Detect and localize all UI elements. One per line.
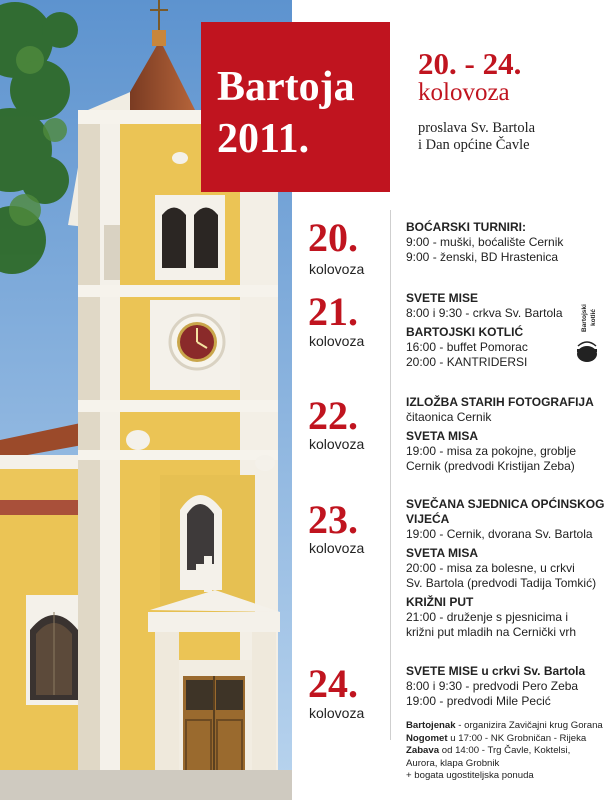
event-line: 21:00 - druženje s pjesnicima i [406,610,569,624]
event-line: 16:00 - buffet Pomorac [406,340,528,354]
footer-line [406,745,606,758]
event-line: Cernik (predvodi Kristijan Zeba) [406,459,575,473]
event-line: 19:00 - Cernik, dvorana Sv. Bartola [406,527,593,541]
event-line: 19:00 - misa za pokojne, groblje [406,444,577,458]
poster-year: 2011. [217,116,310,162]
event-line: čitaonica Cernik [406,410,492,424]
day-month: kolovoza [309,333,365,349]
date-month: kolovoza [418,79,510,106]
day-number: 24. [308,661,358,706]
footer-label: Nogomet [406,732,448,744]
event-heading: SVETE MISE u crkvi Sv. Bartola [406,664,586,678]
event-line: 19:00 - predvodi Mile Pecić [406,694,551,708]
event-heading: BARTOJSKI KOTLIĆ [406,325,524,339]
kettle-icon [572,302,602,366]
event-heading: IZLOŽBA STARIH FOTOGRAFIJA [406,395,594,409]
event-block [406,497,604,542]
footer-line [406,720,606,733]
subtitle-line-2: i Dan općine Čavle [418,137,530,153]
subtitle [418,120,535,154]
event-line: Sv. Bartola (predvodi Tadija Tomkić) [406,576,597,590]
event-heading: SVEČANA SJEDNICA OPĆINSKOG [406,497,605,511]
event-block [406,429,576,474]
event-line: 20:00 - misa za bolesne, u crkvi [406,561,575,575]
day-number: 21. [308,289,358,334]
event-line: 9:00 - muški, boćalište Cernik [406,235,564,249]
event-line: 8:00 i 9:30 - predvodi Pero Zeba [406,679,579,693]
event-heading: KRIŽNI PUT [406,595,474,609]
footer-text: od 14:00 - Trg Čavle, Koktelsi, [439,745,571,756]
event-block [406,664,585,709]
day-month: kolovoza [309,261,365,277]
event-block [406,595,576,640]
bartojski-kotlic-logo [572,302,602,366]
logo-text-line-1: Bartojski [581,304,588,332]
event-block [406,325,528,370]
day-number: 20. [308,215,358,260]
day-month: kolovoza [309,436,365,452]
event-line: 8:00 i 9:30 - crkva Sv. Bartola [406,306,563,320]
event-block [406,220,563,265]
day-number: 23. [308,497,358,542]
schedule-divider [390,210,391,740]
day-number: 22. [308,393,358,438]
event-heading-continued: VIJEĆA [406,512,450,526]
footer-line: Aurora, klapa Grobnik [406,757,500,769]
event-line: križni put mladih na Cernički vrh [406,625,577,639]
event-heading: SVETE MISE [406,291,479,305]
footer-notes [406,720,606,783]
event-heading: SVETA MISA [406,429,479,443]
footer-text: - organizira Zavičajni krug Gorana [455,720,603,731]
title-box [201,22,390,192]
logo-text-line-2: kotlić [590,309,597,326]
event-block [406,395,594,425]
footer-label: Bartojenak [406,720,456,731]
footer-line: + bogata ugostiteljska ponuda [406,770,534,781]
footer-line [406,733,606,746]
event-line: 20:00 - KANTRIDERSI [406,355,528,369]
event-line: 9:00 - ženski, BD Hrastenica [406,250,559,264]
day-month: kolovoza [309,705,365,721]
footer-label: Zabava [406,745,440,756]
event-heading: SVETA MISA [406,546,479,560]
subtitle-line-1: proslava Sv. Bartola [418,120,536,136]
event-block [406,546,596,591]
day-month: kolovoza [309,540,365,556]
poster-title: Bartoja [217,64,355,110]
footer-text: u 17:00 - NK Grobničan - Rijeka [447,732,587,744]
event-block [406,291,563,321]
event-heading: BOĆARSKI TURNIRI: [406,220,526,234]
date-range: 20. - 24. [418,46,522,81]
